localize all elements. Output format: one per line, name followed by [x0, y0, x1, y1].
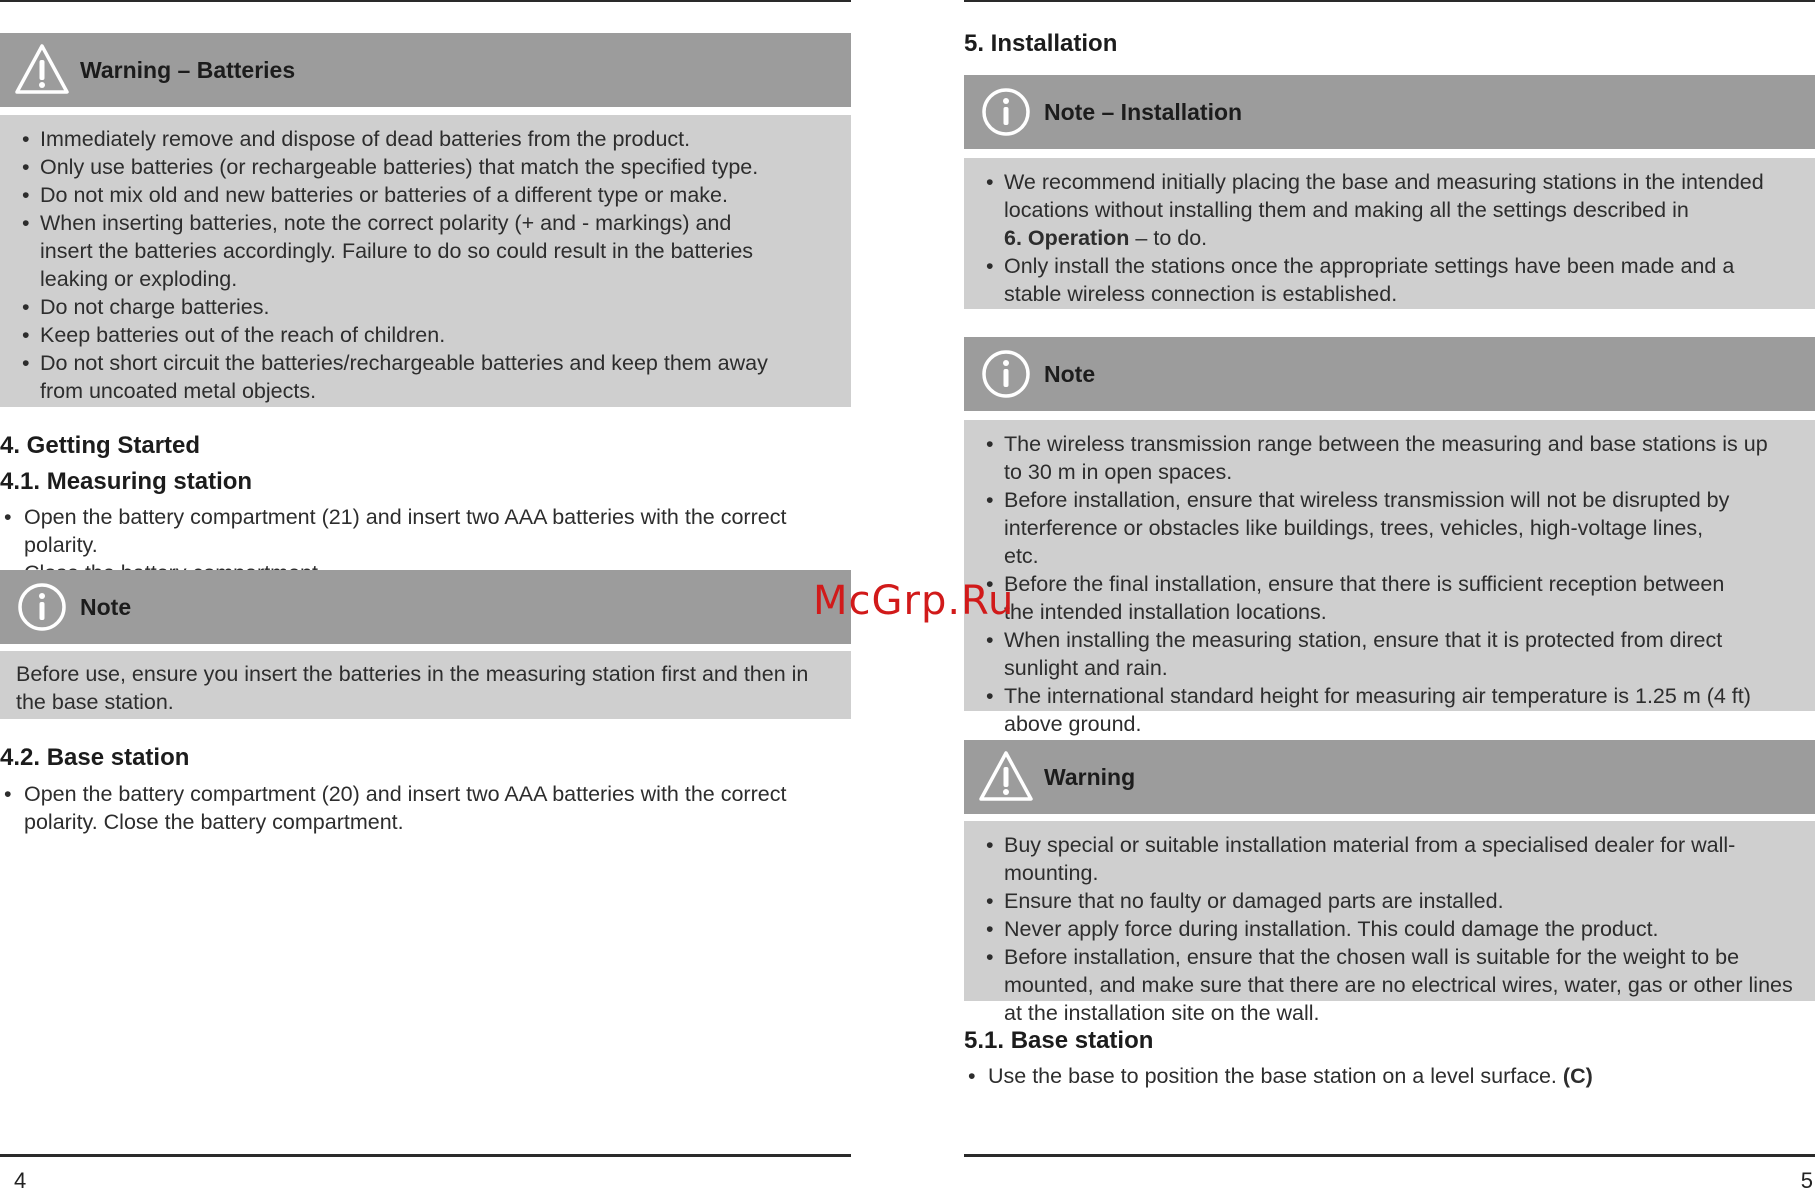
list-item: • Before installation, ensure that wireless transmission will not be disrupted by interference or obstacles like buildings, trees, vehicles, high-voltage lines, etc.	[980, 486, 1740, 570]
section-4-heading: 4. Getting Started	[0, 432, 201, 459]
list-item: • The international standard height for measuring air temperature is 1.25 m (4 ft) above ground.	[980, 682, 1790, 738]
list-item: • Open the battery compartment (21) and insert two AAA batteries with the correct polarity.	[0, 503, 851, 559]
note-text: Before use, ensure you insert the batteries in the measuring station first and then in the base station.	[16, 662, 809, 714]
bottom-rule	[964, 1154, 1815, 1157]
warning-batteries-list	[16, 125, 833, 405]
list-item: • Before the final installation, ensure that there is sufficient reception between the intended installation locations.	[980, 570, 1740, 626]
top-rule	[0, 0, 851, 2]
section-4-2-heading: 4.2. Base station	[0, 744, 190, 771]
info-icon	[978, 346, 1034, 402]
section-4-1-heading: 4.1. Measuring station	[0, 468, 253, 495]
note-installation-body	[964, 158, 1815, 309]
info-icon	[978, 84, 1034, 140]
list-item: • Only use batteries (or rechargeable batteries) that match the specified type.	[16, 153, 833, 181]
list-item: • Do not short circuit the batteries/rechargeable batteries and keep them away from uncoated metal objects.	[16, 349, 806, 405]
list-item: • Open the battery compartment (20) and insert two AAA batteries with the correct polarity. Close the battery compartment.	[0, 780, 850, 836]
list-item	[964, 1062, 1815, 1090]
list-item: • Keep batteries out of the reach of children.	[16, 321, 833, 349]
list-item: • When inserting batteries, note the correct polarity (+ and - markings) and insert the batteries accordingly. Failure to do so could result in the batteries leaking or exploding.	[16, 209, 776, 293]
warning-triangle-icon	[978, 749, 1034, 805]
note-installation-header	[964, 75, 1815, 149]
info-icon	[14, 579, 70, 635]
section-5-1-heading: 5.1. Base station	[964, 1027, 1154, 1054]
bottom-rule	[0, 1154, 851, 1157]
list-item: • Never apply force during installation. This could damage the product.	[980, 915, 1797, 943]
note-header	[0, 570, 851, 644]
list-item: • Buy special or suitable installation material from a specialised dealer for wall-mounting.	[980, 831, 1797, 887]
watermark: McGrp.Ru	[813, 578, 1015, 624]
note-installation-item1-suffix: – to do.	[1129, 226, 1208, 250]
page-number: 5	[1800, 1168, 1813, 1193]
note-body	[0, 651, 851, 719]
warning-triangle-icon	[14, 42, 70, 98]
list-item: • The wireless transmission range between the measuring and base stations is up to 30 m in open spaces.	[980, 430, 1790, 486]
list-item: • Immediately remove and dispose of dead batteries from the product.	[16, 125, 833, 153]
list-item: • Do not charge batteries.	[16, 293, 833, 321]
section-4-2-list	[0, 780, 851, 836]
note-header	[964, 337, 1815, 411]
section-5-heading: 5. Installation	[964, 30, 1118, 57]
warning-batteries-header	[0, 33, 851, 107]
warning-header	[964, 740, 1815, 814]
warning-batteries-body	[0, 115, 851, 407]
figure-reference: (C)	[1562, 1064, 1593, 1088]
note-installation-title: Note – Installation	[1044, 98, 1243, 125]
list-item: • Only install the stations once the appropriate settings have been made and a stable wireless connection is established.	[980, 252, 1790, 308]
list-item	[980, 168, 1770, 252]
note-title: Note	[1044, 360, 1096, 387]
right-page	[964, 0, 1815, 1195]
operation-reference: 6. Operation	[1004, 226, 1130, 250]
warning-batteries-title: Warning – Batteries	[80, 56, 296, 83]
list-item: • Before installation, ensure that the chosen wall is suitable for the weight to be mounted, and make sure that there are no electrical wires, water, gas or other lines at the installation site on the wall.	[980, 943, 1795, 1027]
section-5-1-item-text: Use the base to position the base station on a level surface.	[988, 1064, 1557, 1088]
note-installation-item1-text: We recommend initially placing the base and measuring stations in the intended locations without installing them and making all the settings described in	[1004, 170, 1764, 222]
warning-title: Warning	[1044, 763, 1136, 790]
top-rule	[964, 0, 1815, 2]
note-title: Note	[80, 593, 132, 620]
left-page	[0, 0, 851, 1195]
list-item: • Do not mix old and new batteries or batteries of a different type or make.	[16, 181, 833, 209]
note-body	[964, 420, 1815, 736]
list-item: • When installing the measuring station, ensure that it is protected from direct sunlight and rain.	[980, 626, 1790, 682]
list-item: • Ensure that no faulty or damaged parts are installed.	[980, 887, 1797, 915]
page-number: 4	[14, 1168, 27, 1193]
section-5-1-list	[964, 1062, 1815, 1090]
warning-body	[964, 821, 1815, 1025]
